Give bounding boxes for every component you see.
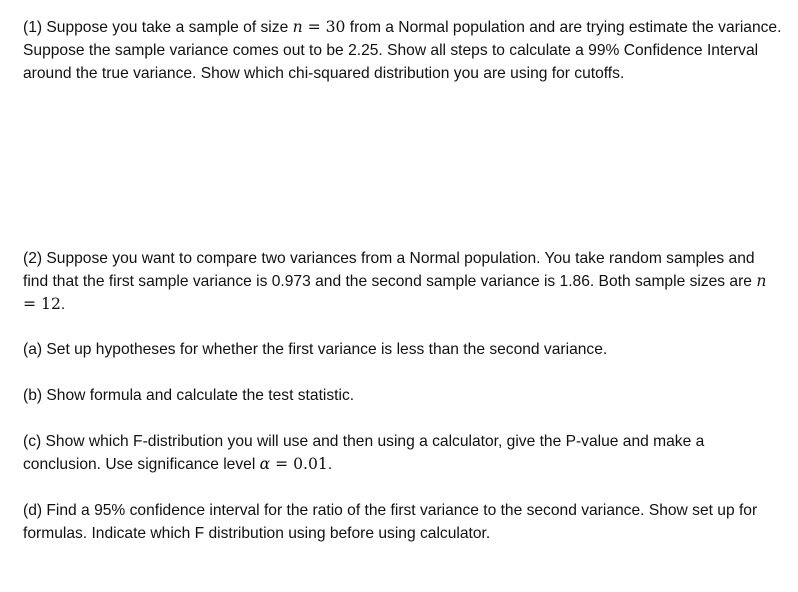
- document-page: [23, 16, 783, 542]
- question-2: [23, 247, 783, 316]
- question-1: [23, 16, 783, 85]
- question-2c: [23, 430, 783, 476]
- question-2-text-start: (2) Suppose you want to compare two variances from a Normal population. You take random samples and find that the first sample variance is 0.973 and the second sample variance is 1.86. Both sample sizes are: [23, 250, 757, 290]
- question-2b: (b) Show formula and calculate the test statistic.: [23, 387, 355, 404]
- significance-level-math: [260, 455, 328, 473]
- question-2c-text-start: (c) Show which F-distribution you will use and then using a calculator, give the P-value and make a conclusion. Use significance level: [23, 433, 705, 473]
- question-2a: (a) Set up hypotheses for whether the first variance is less than the second variance.: [23, 341, 608, 358]
- n-variable: n: [292, 18, 303, 36]
- n-value: = 12: [23, 295, 61, 313]
- sample-size-math: [293, 18, 346, 36]
- n-variable: n: [756, 272, 767, 290]
- question-2-text-end: .: [60, 296, 66, 313]
- alpha-value: = 0.01: [270, 455, 328, 473]
- question-1-text-end: from a Normal population and are trying estimate the variance. Suppose the sample variance comes out to be 2.25. Show all steps to calculate a 99% Confidence Interval around the true variance. Show which chi-squared distribution you are using for cutoffs.: [23, 19, 782, 82]
- alpha-variable: α: [259, 455, 271, 473]
- n-value: = 30: [302, 18, 346, 36]
- question-2d: (d) Find a 95% confidence interval for the ratio of the first variance to the second variance. Show set up for formulas. Indicate which F distribution using before using calculator.: [23, 502, 758, 542]
- question-2c-text-end: .: [327, 456, 333, 473]
- question-1-text-start: (1) Suppose you take a sample of size: [23, 19, 293, 36]
